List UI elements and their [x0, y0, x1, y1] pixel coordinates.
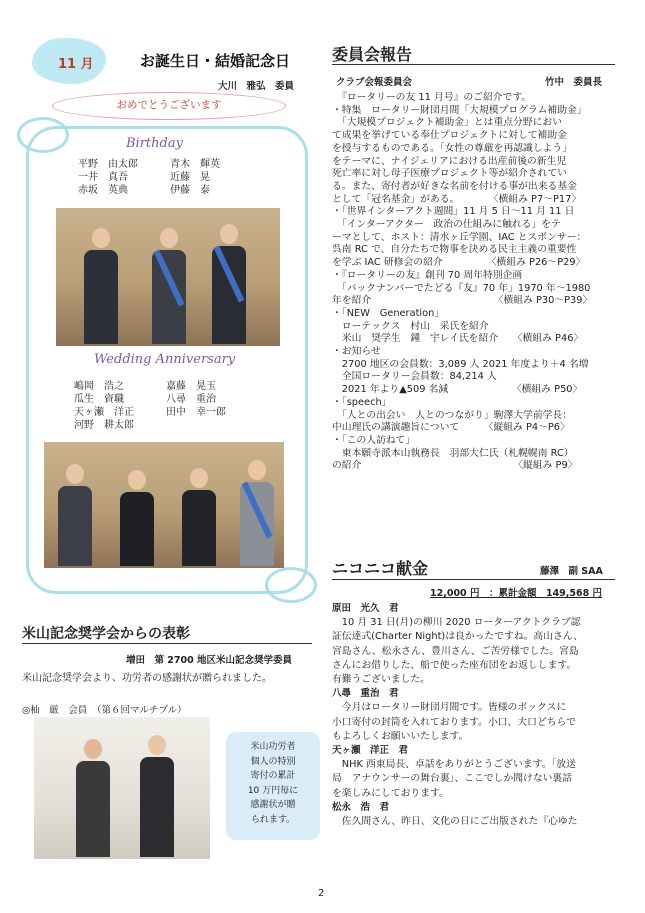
scholarship-note	[226, 732, 320, 840]
donor-message-line: NHK 西東局長、卓話をありがとうございます。「放送	[332, 759, 576, 771]
note-line: 個人の特別	[250, 756, 296, 767]
month-label: 11 月	[58, 57, 94, 72]
scholarship-text: 米山記念奨学会より、功労者の感謝状が贈られました。	[22, 673, 272, 684]
report-line: 死亡率に対し母子医療プロジェクト等が紹介されてい	[332, 168, 567, 180]
donor-message-line: 小口寄付の封筒を入れております。小口、大口どちらで	[332, 716, 577, 728]
report-line: ーマとして、ホスト：清水ヶ丘学園、IAC とスポンサー：	[332, 231, 587, 243]
birthday-name: 赤坂 英典	[78, 185, 128, 196]
donor-name: 天ヶ瀬 洋正 君	[332, 745, 409, 757]
niconico-rule	[332, 579, 615, 580]
birthday-name: 一井 真吾	[78, 172, 128, 183]
committee-rule	[332, 64, 615, 65]
donor-message-line: 宮島さん、松永さん、豊川さん、ご苦労様でした。宮島	[332, 645, 579, 657]
report-line: 「バックナンバーでたどる『友』70 年」1970 年〜1980	[332, 282, 591, 294]
report-line: を授与するものである。「女性の尊厳を再認識しよう」	[332, 142, 573, 154]
club-committee: クラブ会報委員会	[336, 77, 413, 88]
wedding-script-heading: Wedding Anniversary	[94, 352, 236, 367]
donor-name: 八尋 重治 君	[332, 688, 399, 700]
donor-message-line: 10 月 31 日(月)の柳川 2020 ローターアクトクラブ認	[332, 617, 581, 629]
note-line: 米山功労者	[250, 742, 296, 752]
donor-message-line: 証伝達式(Charter Night)は良かったですね。高山さん、	[332, 631, 583, 643]
birthday-name: 伊藤 泰	[170, 185, 210, 196]
report-line: て成果を挙げている奉仕プロジェクトに対して補助金	[332, 130, 567, 142]
note-line: 10 万円毎に	[247, 785, 299, 796]
niconico-summary: 12,000 円 ：累計金額 149,568 円	[430, 588, 603, 599]
scholarship-title: 米山記念奨学会からの表彰	[22, 626, 190, 642]
report-line: の紹介 〈縦組み P9〉	[332, 460, 578, 472]
wedding-name: 瓜生 資職	[74, 394, 124, 405]
donor-name: 原田 光久 君	[332, 603, 399, 614]
wedding-names-right	[166, 380, 226, 419]
donor-message-line: さんにお借りした、船で使った座布団をお返しします。	[332, 659, 577, 671]
page-number: 2	[318, 888, 325, 899]
report-line: ローテックス 村山 采氏を紹介	[332, 320, 489, 332]
committee-title: 委員会報告	[332, 45, 413, 64]
report-line: 2700 地区の会員数：3,089 人 2021 年度より＋4 名増	[332, 358, 589, 370]
birthday-names-left	[78, 158, 138, 197]
report-line: 「大規模プロジェクト補助金」とは重点分野におい	[332, 117, 563, 129]
wedding-name: 河野 耕太郎	[74, 420, 134, 431]
donor-message-line: 今月はロータリー財団月間です。皆様のボックスに	[332, 702, 567, 714]
report-line: 2021 年より▲509 名減 〈横組み P50〉	[332, 384, 583, 396]
report-line: ・お知らせ	[332, 346, 381, 358]
scholarship-rule	[22, 643, 312, 644]
report-line: をテーマに、ナイジェリアにおける出産前後の新生児	[332, 155, 567, 167]
report-line: 「人との出会い 人とのつながり」駒澤大学前学長：	[332, 409, 573, 421]
note-line: 寄付の累計	[250, 771, 296, 781]
donor-message-line: を楽しみにしております。	[332, 787, 449, 799]
donor-message-line: 局 アナウンサーの舞台裏」、ここでしか聞けない裏話	[332, 773, 573, 785]
donor-name: 松永 浩 君	[332, 801, 390, 813]
wedding-name: 嘉藤 晃玉	[166, 381, 216, 392]
niconico-reporter: 藤澤 副 SAA	[540, 566, 603, 577]
wedding-names-left	[74, 380, 134, 432]
birthday-name: 近藤 晃	[170, 172, 210, 183]
report-line: ・「この人訪ねて」	[332, 434, 416, 446]
niconico-title: ニコニコ献金	[332, 559, 429, 578]
scholarship-photo	[34, 717, 210, 859]
report-line: 『ロータリーの友 11 月号』のご紹介です。	[332, 92, 532, 103]
scholarship-author: 増田 第 2700 地区米山記念奨学委員	[126, 655, 293, 666]
report-line: 「インターアクター 政治の仕組みに触れる」をテ	[332, 219, 561, 231]
birthday-script-heading: Birthday	[126, 136, 183, 151]
greeting-banner: おめでとうございます	[52, 92, 286, 120]
report-line: ・「世界インターアクト週間」11 月 5 日〜11 月 11 日	[332, 206, 575, 218]
report-line: 呉南 RC で、自分たちで物事を決める民主主義の重要性	[332, 244, 577, 256]
report-line: として「冠名基金」がある。 〈横組み P7〜P17〉	[332, 193, 582, 205]
report-line: を学ぶ IAC 研修会の紹介 〈横組み P26〜P29〉	[332, 257, 586, 269]
report-line: 中山理氏の講演趣旨について 〈縦組み P4〜P6〉	[332, 422, 570, 434]
committee-report-body	[332, 92, 617, 473]
birthday-title: お誕生日・結婚記念日	[140, 52, 291, 70]
report-line: ・『ロータリーの友』創刊 70 周年特別企画	[332, 269, 523, 281]
wedding-photo	[44, 442, 284, 568]
report-line: ・「NEW Generation」	[332, 307, 445, 319]
birthday-name: 青木 輝英	[170, 159, 220, 170]
note-line: 感謝状が贈	[250, 800, 296, 810]
report-line: ・「speech」	[332, 396, 392, 408]
birthday-names-right	[170, 158, 220, 197]
donor-message-line: もよろしくお願いいたします。	[332, 730, 469, 742]
wedding-name: 田中 幸一郎	[166, 407, 226, 418]
wedding-name: 八尋 重治	[166, 394, 216, 405]
donor-message-line: 有難うございました。	[332, 674, 430, 686]
report-line: ・特集 ロータリー財団月間「大規模プログラム補助金」	[332, 104, 587, 116]
birthday-name: 平野 由太郎	[78, 159, 138, 170]
report-line: 東本願寺派本山執務長 羽部大仁氏（札幌幌南 RC）	[332, 447, 574, 459]
birthday-author: 大川 雅弘 委員	[218, 81, 295, 92]
club-committee-chair: 竹中 委員長	[545, 77, 603, 88]
scholarship-member: ◎杣 厳 会員 （第６回マルチプル）	[22, 705, 187, 716]
report-line: 全国ロータリー会員数：84,214 人	[332, 371, 497, 383]
donor-message-line: 佐久間さん、昨日、文化の日にご出版された『心ゆた	[332, 816, 578, 828]
niconico-messages	[332, 602, 617, 829]
birthday-photo	[56, 208, 280, 346]
note-line: られます。	[250, 814, 296, 825]
wedding-name: 嶋岡 浩之	[74, 381, 124, 392]
wedding-name: 天ヶ瀬 洋正	[74, 407, 134, 418]
report-line: 年を紹介 〈横組み P30〜P39〉	[332, 295, 593, 307]
report-line: 米山 奨学生 鍾 宇レイ氏を紹介 〈横組み P46〉	[332, 333, 584, 345]
report-line: る。また、寄付者が好きな名前を付ける事が出来る基金	[332, 180, 577, 192]
